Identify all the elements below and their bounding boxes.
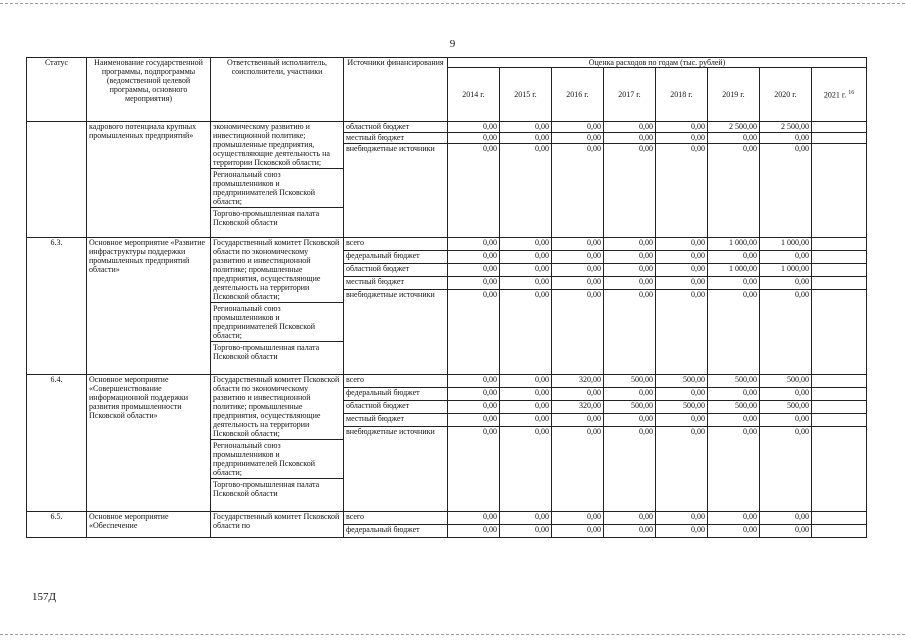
- funding-source-cell: всего: [344, 512, 448, 525]
- amount-cell: 0,00: [656, 264, 708, 277]
- amount-cell: 0,00: [760, 414, 812, 427]
- amount-cell: 0,00: [448, 427, 500, 512]
- table-row: [27, 375, 867, 388]
- executor-entry: экономическому развитию и инвестиционной политике; промышленные предприятия, осуществляющие деятельность на территории Псковской области;: [213, 122, 330, 167]
- amount-cell: 0,00: [604, 264, 656, 277]
- amount-cell: [812, 401, 867, 414]
- amount-cell: 0,00: [448, 512, 500, 525]
- amount-cell: [812, 144, 867, 238]
- amount-cell: [812, 122, 867, 133]
- amount-cell: 0,00: [656, 414, 708, 427]
- amount-cell: 0,00: [500, 144, 552, 238]
- amount-cell: 0,00: [604, 427, 656, 512]
- amount-cell: 0,00: [552, 122, 604, 133]
- funding-source-cell: внебюджетные источники: [344, 427, 448, 512]
- scan-edge-bottom: [0, 634, 905, 635]
- amount-cell: 0,00: [448, 238, 500, 251]
- amount-cell: 0,00: [656, 525, 708, 538]
- funding-source-cell: местный бюджет: [344, 277, 448, 290]
- executor-cell: [211, 238, 344, 375]
- funding-source-cell: областной бюджет: [344, 122, 448, 133]
- amount-cell: 500,00: [604, 375, 656, 388]
- header-year-2021: [812, 68, 867, 122]
- amount-cell: 0,00: [656, 122, 708, 133]
- amount-cell: 0,00: [552, 388, 604, 401]
- amount-cell: 0,00: [500, 401, 552, 414]
- header-year: 2015 г.: [500, 68, 552, 122]
- funding-source-cell: областной бюджет: [344, 401, 448, 414]
- amount-cell: [812, 264, 867, 277]
- executor-entry: Государственный комитет Псковской области по экономическому развитию и инвестиционной политике; промышленные предприятия, осуществляющие деятельность на территории Псковской области;: [213, 238, 340, 301]
- executor-entry: Государственный комитет Псковской области по экономическому развитию и инвестиционной политике; промышленные предприятия, осуществляющие деятельность на территории Псковской области;: [213, 375, 340, 438]
- header-estimate: Оценка расходов по годам (тыс. рублей): [448, 58, 867, 68]
- amount-cell: [812, 414, 867, 427]
- funding-source-cell: местный бюджет: [344, 414, 448, 427]
- amount-cell: 0,00: [552, 251, 604, 264]
- header-name: Наименование государственной программы, подпрограммы (ведомственной целевой программы, основного мероприятия): [87, 58, 211, 122]
- amount-cell: 0,00: [708, 133, 760, 144]
- executor-entry: Государственный комитет Псковской области по: [213, 512, 340, 530]
- amount-cell: 0,00: [448, 414, 500, 427]
- amount-cell: 0,00: [500, 427, 552, 512]
- amount-cell: 0,00: [604, 122, 656, 133]
- amount-cell: 0,00: [604, 238, 656, 251]
- amount-cell: 0,00: [500, 512, 552, 525]
- amount-cell: 0,00: [552, 277, 604, 290]
- measure-name-cell: Основное мероприятие «Обеспечение: [87, 512, 211, 538]
- funding-source-cell: внебюджетные источники: [344, 144, 448, 238]
- amount-cell: 0,00: [552, 144, 604, 238]
- amount-cell: 0,00: [500, 122, 552, 133]
- amount-cell: 0,00: [500, 238, 552, 251]
- footer-code: 157Д: [32, 591, 57, 603]
- amount-cell: 500,00: [656, 375, 708, 388]
- amount-cell: 0,00: [760, 133, 812, 144]
- header-year: 2016 г.: [552, 68, 604, 122]
- amount-cell: 0,00: [760, 251, 812, 264]
- table-row: [27, 238, 867, 251]
- amount-cell: 0,00: [708, 388, 760, 401]
- amount-cell: 0,00: [656, 277, 708, 290]
- header-sources: Источники финансирования: [344, 58, 448, 122]
- amount-cell: 0,00: [552, 525, 604, 538]
- amount-cell: [812, 251, 867, 264]
- amount-cell: 0,00: [656, 238, 708, 251]
- status-cell: 6.4.: [27, 375, 87, 512]
- amount-cell: 2 500,00: [760, 122, 812, 133]
- measure-name-cell: Основное мероприятие «Совершенствование информационной поддержки развития промышленности Псковской области»: [87, 375, 211, 512]
- amount-cell: 0,00: [500, 388, 552, 401]
- scan-edge-top: [0, 3, 905, 4]
- executor-cell: [211, 512, 344, 538]
- header-year: 2017 г.: [604, 68, 656, 122]
- amount-cell: 0,00: [760, 388, 812, 401]
- amount-cell: 500,00: [760, 375, 812, 388]
- amount-cell: [812, 525, 867, 538]
- measure-name-cell: Основное мероприятие «Развитие инфраструктуры поддержки промышленных предприятий области»: [87, 238, 211, 375]
- amount-cell: 0,00: [656, 251, 708, 264]
- amount-cell: 0,00: [760, 512, 812, 525]
- measure-name-cell: кадрового потенциала крупных промышленных предприятий»: [87, 122, 211, 238]
- amount-cell: 0,00: [656, 144, 708, 238]
- amount-cell: 0,00: [448, 375, 500, 388]
- amount-cell: 0,00: [500, 133, 552, 144]
- amount-cell: [812, 277, 867, 290]
- amount-cell: 2 500,00: [708, 122, 760, 133]
- amount-cell: 0,00: [500, 251, 552, 264]
- amount-cell: 0,00: [604, 133, 656, 144]
- amount-cell: 500,00: [656, 401, 708, 414]
- amount-cell: 0,00: [552, 290, 604, 375]
- status-cell: [27, 122, 87, 238]
- amount-cell: [812, 375, 867, 388]
- amount-cell: 320,00: [552, 375, 604, 388]
- amount-cell: 0,00: [500, 277, 552, 290]
- executor-entry: Торгово-промышленная палата Псковской области: [211, 341, 343, 361]
- amount-cell: 0,00: [708, 144, 760, 238]
- executor-entry: Торгово-промышленная палата Псковской области: [211, 207, 343, 227]
- amount-cell: 500,00: [760, 401, 812, 414]
- funding-source-cell: внебюджетные источники: [344, 290, 448, 375]
- budget-table: [26, 57, 867, 538]
- amount-cell: 500,00: [708, 401, 760, 414]
- amount-cell: 0,00: [760, 290, 812, 375]
- executor-cell: [211, 375, 344, 512]
- amount-cell: 0,00: [708, 525, 760, 538]
- amount-cell: 0,00: [760, 144, 812, 238]
- header-year: 2014 г.: [448, 68, 500, 122]
- amount-cell: 0,00: [552, 264, 604, 277]
- status-cell: 6.3.: [27, 238, 87, 375]
- amount-cell: 0,00: [552, 427, 604, 512]
- amount-cell: 0,00: [604, 512, 656, 525]
- amount-cell: 0,00: [448, 277, 500, 290]
- amount-cell: 0,00: [552, 238, 604, 251]
- amount-cell: 500,00: [604, 401, 656, 414]
- amount-cell: 0,00: [604, 414, 656, 427]
- amount-cell: 0,00: [760, 525, 812, 538]
- amount-cell: 0,00: [448, 122, 500, 133]
- amount-cell: 0,00: [656, 388, 708, 401]
- amount-cell: [812, 427, 867, 512]
- amount-cell: 0,00: [448, 144, 500, 238]
- amount-cell: 1 000,00: [760, 264, 812, 277]
- amount-cell: 0,00: [656, 133, 708, 144]
- header-row-1: [27, 58, 867, 68]
- funding-source-cell: федеральный бюджет: [344, 525, 448, 538]
- amount-cell: 0,00: [448, 133, 500, 144]
- funding-source-cell: всего: [344, 238, 448, 251]
- table-body: [27, 122, 867, 538]
- amount-cell: 0,00: [708, 277, 760, 290]
- header-year: 2020 г.: [760, 68, 812, 122]
- amount-cell: [812, 388, 867, 401]
- amount-cell: 0,00: [552, 414, 604, 427]
- amount-cell: 1 000,00: [760, 238, 812, 251]
- executor-entry: Региональный союз промышленников и предпринимателей Псковской области;: [211, 302, 343, 340]
- amount-cell: 0,00: [708, 414, 760, 427]
- amount-cell: [812, 238, 867, 251]
- amount-cell: 0,00: [500, 525, 552, 538]
- amount-cell: 320,00: [552, 401, 604, 414]
- amount-cell: 500,00: [708, 375, 760, 388]
- amount-cell: 0,00: [448, 401, 500, 414]
- amount-cell: 0,00: [448, 290, 500, 375]
- amount-cell: 0,00: [552, 133, 604, 144]
- amount-cell: 0,00: [500, 264, 552, 277]
- amount-cell: 0,00: [500, 290, 552, 375]
- footnote-marker: 16: [848, 90, 855, 97]
- amount-cell: 0,00: [604, 290, 656, 375]
- executor-entry: Торгово-промышленная палата Псковской области: [211, 478, 343, 498]
- amount-cell: 0,00: [500, 375, 552, 388]
- amount-cell: 0,00: [604, 144, 656, 238]
- amount-cell: 1 000,00: [708, 238, 760, 251]
- funding-source-cell: областной бюджет: [344, 264, 448, 277]
- amount-cell: 0,00: [448, 525, 500, 538]
- amount-cell: 0,00: [448, 264, 500, 277]
- header-year: 2018 г.: [656, 68, 708, 122]
- amount-cell: 0,00: [656, 290, 708, 375]
- amount-cell: 0,00: [656, 427, 708, 512]
- executor-entry: Региональный союз промышленников и предпринимателей Псковской области;: [211, 439, 343, 477]
- amount-cell: 0,00: [448, 251, 500, 264]
- amount-cell: 0,00: [708, 427, 760, 512]
- amount-cell: [812, 290, 867, 375]
- amount-cell: 0,00: [708, 512, 760, 525]
- amount-cell: 0,00: [760, 277, 812, 290]
- header-year-label: 2021 г.: [823, 90, 847, 100]
- amount-cell: 0,00: [552, 512, 604, 525]
- amount-cell: 0,00: [604, 277, 656, 290]
- amount-cell: 1 000,00: [708, 264, 760, 277]
- table-row: [27, 122, 867, 133]
- header-status: Статус: [27, 58, 87, 122]
- amount-cell: 0,00: [604, 388, 656, 401]
- funding-source-cell: местный бюджет: [344, 133, 448, 144]
- executor-entry: Региональный союз промышленников и предпринимателей Псковской области;: [211, 168, 343, 206]
- amount-cell: 0,00: [604, 525, 656, 538]
- amount-cell: [812, 133, 867, 144]
- funding-source-cell: всего: [344, 375, 448, 388]
- amount-cell: 0,00: [708, 251, 760, 264]
- amount-cell: 0,00: [604, 251, 656, 264]
- executor-cell: [211, 122, 344, 238]
- header-executor: Ответственный исполнитель, соисполнители, участники: [211, 58, 344, 122]
- status-cell: 6.5.: [27, 512, 87, 538]
- amount-cell: 0,00: [500, 414, 552, 427]
- page-number: 9: [449, 38, 456, 50]
- funding-source-cell: федеральный бюджет: [344, 251, 448, 264]
- amount-cell: 0,00: [708, 290, 760, 375]
- amount-cell: [812, 512, 867, 525]
- amount-cell: 0,00: [656, 512, 708, 525]
- amount-cell: 0,00: [760, 427, 812, 512]
- funding-source-cell: федеральный бюджет: [344, 388, 448, 401]
- table-row: [27, 512, 867, 525]
- amount-cell: 0,00: [448, 388, 500, 401]
- header-year: 2019 г.: [708, 68, 760, 122]
